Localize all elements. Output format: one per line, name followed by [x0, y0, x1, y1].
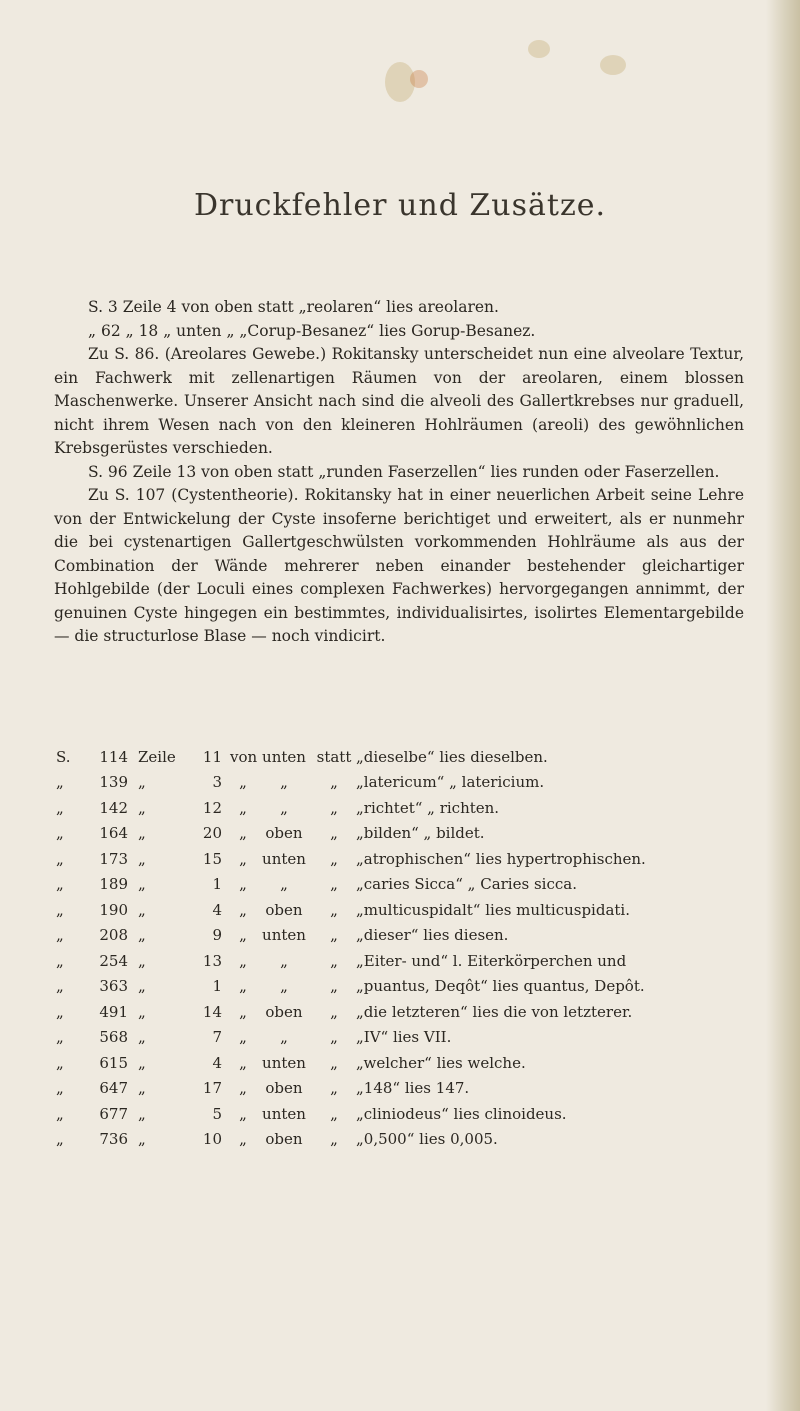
correction-block [54, 296, 744, 649]
stain-mark [528, 40, 550, 58]
table-row: „ 363 „ 1 „ „ „ „puantus, Deqôt“ lies quantus, Depôt. [56, 977, 645, 996]
table-row: S. 114 Zeile 11 von unten statt „dieselbe“ lies dieselben. [56, 747, 548, 766]
errata-line: „ 62 „ 18 „ unten „ „Corup-Besanez“ lies Gorup-Besanez. [88, 321, 536, 340]
page-title: Druckfehler und Zusätze. [193, 188, 607, 223]
table-row: „ 615 „ 4 „ unten „ „welcher“ lies welche. [56, 1053, 526, 1072]
stain-mark [410, 70, 428, 88]
addendum-cyst-theory: Zu S. 107 (Cystentheorie). Rokitansky hat in einer neuerlichen Arbeit seine Lehre von der Entwickelung der Cyste insoferne berichtiget und erweitert, als er nunmehr die bei cystenartigen Gallertgeschwülsten vorkommenden Hohlräume als aus der Combination der Wände mehrerer neben einander bestehender gleichartiger Hohlgebilde (der Loculi eines complexen Fachwerkes) hervorgegangen annimmt, der genuinen Cyste hingegen ein bestimmtes, individualisirtes, isolirtes Elementargebilde — die structurlose Blase — noch vindicirt. [54, 486, 744, 645]
table-row: „ 736 „ 10 „ oben „ „0,500“ lies 0,005. [56, 1130, 498, 1149]
table-row: „ 142 „ 12 „ „ „ „richtet“ „ richten. [56, 798, 500, 817]
addendum-areolar: Zu S. 86. (Areolares Gewebe.) Rokitansky unterscheidet nun eine alveolare Textur, ein Fachwerk mit zellenartigen Räumen von der areolaren, einem blossen Maschenwerke. Unserer Ansicht nach sind die alveoli des Gallertkrebses nur graduell, nicht ihrem Wesen nach von den kleineren Hohlräumen (areoli) des gewöhnlichen Krebsgerüstes verschieden. [54, 345, 744, 457]
errata-table [56, 744, 756, 1152]
stain-mark [600, 55, 626, 75]
table-row: „ 173 „ 15 „ unten „ „atrophischen“ lies hypertrophischen. [56, 849, 646, 868]
table-row: „ 190 „ 4 „ oben „ „multicuspidalt“ lies multicuspidati. [56, 900, 630, 919]
table-row: „ 254 „ 13 „ „ „ „Eiter- und“ l. Eiterkörperchen und [56, 951, 627, 970]
table-row: „ 164 „ 20 „ oben „ „bilden“ „ bildet. [56, 824, 485, 843]
table-row: „ 647 „ 17 „ oben „ „148“ lies 147. [56, 1079, 470, 1098]
errata-line: S. 3 Zeile 4 von oben statt „reolaren“ lies areolaren. [88, 298, 499, 316]
table-row: „ 189 „ 1 „ „ „ „caries Sicca“ „ Caries sicca. [56, 875, 577, 894]
table-row: „ 208 „ 9 „ unten „ „dieser“ lies diesen. [56, 926, 509, 945]
table-row: „ 677 „ 5 „ unten „ „cliniodeus“ lies clinoideus. [56, 1104, 567, 1123]
table-row: „ 139 „ 3 „ „ „ „latericum“ „ latericium. [56, 773, 545, 792]
errata-line: S. 96 Zeile 13 von oben statt „runden Faserzellen“ lies runden oder Faserzellen. [88, 462, 720, 481]
table-row: „ 491 „ 14 „ oben „ „die letzteren“ lies die von letzterer. [56, 1002, 633, 1021]
table-row: „ 568 „ 7 „ „ „ „IV“ lies VII. [56, 1028, 452, 1047]
